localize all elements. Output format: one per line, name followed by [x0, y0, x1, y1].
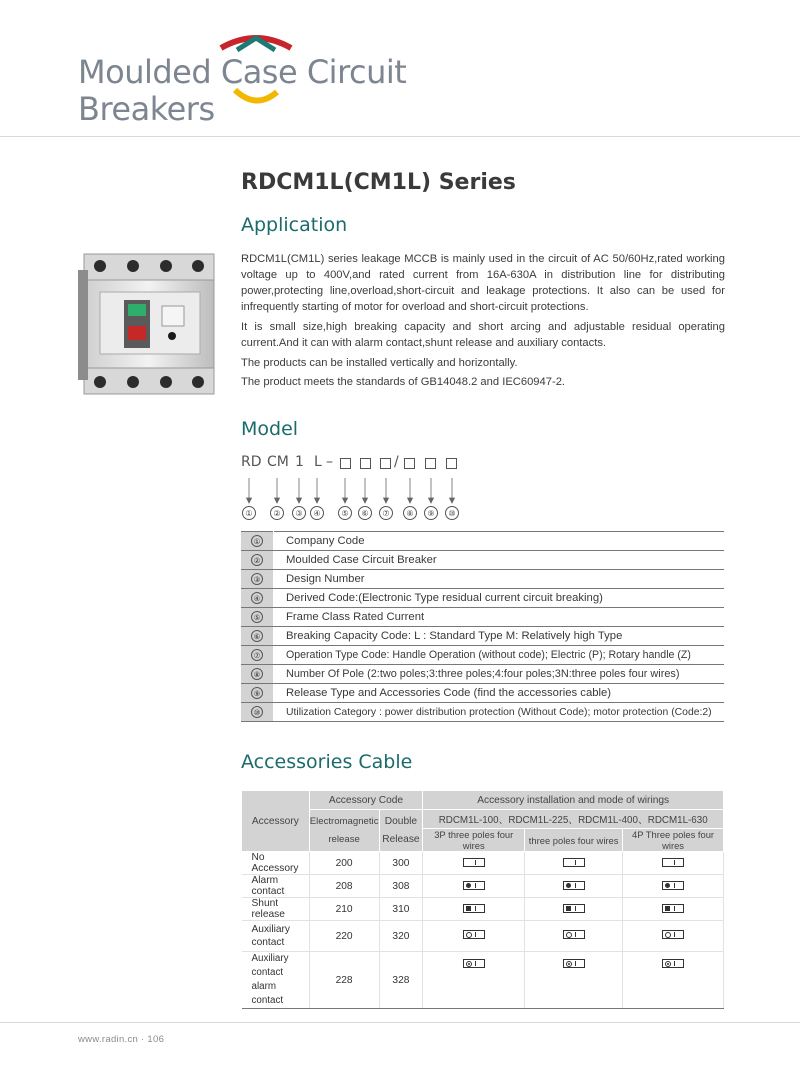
row-text: Utilization Category : power distribution protection (Without Code); motor protection (Code:2) — [274, 703, 725, 722]
row-number: ⑧ — [251, 668, 263, 680]
table-row — [242, 952, 724, 1009]
table-row — [242, 921, 724, 952]
code-box-8 — [404, 458, 415, 469]
row-text: Operation Type Code: Handle Operation (without code); Electric (P); Rotary handle (Z) — [274, 646, 725, 665]
model-code-arrows — [241, 476, 481, 506]
accessory-header: Accessory — [242, 791, 310, 852]
double-code: 328 — [379, 952, 423, 1009]
footer-text: www.radin.cn · 106 — [78, 1034, 165, 1045]
model-marker-5: ⑤ — [338, 506, 352, 520]
wiring-square-icon — [662, 904, 684, 913]
code-part-slash: / — [394, 454, 399, 470]
application-paragraph-1: RDCM1L(CM1L) series leakage MCCB is mainly used in the circuit of AC 50/60Hz,rated working voltage up to 400V,and rated current from 16A-630A in distribution line for distributing power,protecting line,overload,short-circuit and leakage protections. It also can be used for infrequently starting of motor for overload and short-circuit protections. — [241, 253, 725, 313]
row-text: Design Number — [274, 570, 725, 589]
accessory-name: Shunt release — [242, 898, 310, 921]
wiring-ring-icon — [463, 930, 485, 939]
code-box-9 — [425, 458, 436, 469]
table-row — [241, 646, 724, 665]
wiring-ring-icon — [662, 930, 684, 939]
col-3p-header: 3P three poles four wires — [423, 829, 525, 852]
wiring-dot-icon — [563, 881, 585, 890]
table-row — [242, 852, 724, 875]
row-text: Company Code — [274, 532, 725, 551]
row-number: ⑨ — [251, 687, 263, 699]
wiring-ring-dot-icon — [563, 959, 585, 968]
table-row — [241, 703, 724, 722]
double-code: 300 — [379, 852, 423, 875]
code-part-1: 1 — [295, 454, 304, 470]
em-code: 200 — [309, 852, 379, 875]
accessory-code-header: Accessory Code — [309, 791, 423, 810]
brand-arc-logo-icon — [217, 30, 295, 110]
table-row — [241, 608, 724, 627]
application-paragraph-4: The product meets the standards of GB14048.2 and IEC60947-2. — [241, 376, 566, 388]
code-box-5 — [340, 458, 351, 469]
table-row — [242, 898, 724, 921]
double-code: 310 — [379, 898, 423, 921]
application-paragraph-3: The products can be installed vertically and horizontally. — [241, 357, 518, 369]
wiring-empty-icon — [563, 858, 585, 867]
code-part-rd: RD — [241, 454, 262, 470]
wiring-square-icon — [563, 904, 585, 913]
row-number: ② — [251, 554, 263, 566]
wiring-dot-icon — [463, 881, 485, 890]
table-row — [241, 551, 724, 570]
accessory-name: Alarm contact — [242, 875, 310, 898]
application-heading: Application — [241, 214, 348, 236]
code-box-6 — [360, 458, 371, 469]
model-code — [241, 454, 501, 476]
series-title: RDCM1L(CM1L) Series — [241, 170, 516, 195]
table-row — [241, 627, 724, 646]
accessory-name: No Accessory — [242, 852, 310, 875]
model-range-header: RDCM1L-100、RDCM1L-225、RDCM1L-400、RDCM1L-630 — [423, 810, 724, 829]
model-marker-2: ② — [270, 506, 284, 520]
double-release-header: Double Release — [379, 810, 423, 852]
circuit-breaker-image — [78, 250, 220, 396]
wiring-ring-dot-icon — [662, 959, 684, 968]
model-marker-1: ① — [242, 506, 256, 520]
col-4p-header: 4P Three poles four wires — [623, 829, 724, 852]
header-divider — [0, 136, 800, 137]
model-marker-6: ⑥ — [358, 506, 372, 520]
code-part-cm: CM — [267, 454, 289, 470]
double-code: 308 — [379, 875, 423, 898]
row-number: ① — [251, 535, 263, 547]
table-row — [241, 589, 724, 608]
model-marker-4: ④ — [310, 506, 324, 520]
model-marker-8: ⑧ — [403, 506, 417, 520]
model-marker-3: ③ — [292, 506, 306, 520]
brochure-title-line1: Moulded Case Circuit — [78, 53, 407, 91]
wiring-square-icon — [463, 904, 485, 913]
electromagnetic-release-header: Electromagnetic release — [309, 810, 379, 852]
installation-header: Accessory installation and mode of wirings — [423, 791, 724, 810]
model-heading: Model — [241, 418, 299, 440]
model-marker-9: ⑨ — [424, 506, 438, 520]
code-box-10 — [446, 458, 457, 469]
wiring-empty-icon — [463, 858, 485, 867]
model-marker-7: ⑦ — [379, 506, 393, 520]
code-box-7 — [380, 458, 391, 469]
table-row — [242, 875, 724, 898]
table-row — [241, 665, 724, 684]
row-number: ⑦ — [251, 649, 263, 661]
application-paragraph-2: It is small size,high breaking capacity and short arcing and adjustable residual operating current.And it can with alarm contact,shunt release and auxiliary contacts. — [241, 321, 725, 349]
footer-divider — [0, 1022, 800, 1023]
wiring-empty-icon — [662, 858, 684, 867]
accessories-table — [241, 790, 724, 1009]
em-code: 210 — [309, 898, 379, 921]
accessory-name: Auxiliary contact alarm contact — [242, 952, 310, 1009]
row-text: Breaking Capacity Code: L : Standard Type M: Relatively high Type — [274, 627, 725, 646]
table-row — [241, 570, 724, 589]
row-number: ⑩ — [251, 706, 263, 718]
wiring-dot-icon — [662, 881, 684, 890]
table-row — [241, 532, 724, 551]
model-code-table — [241, 531, 724, 722]
row-number: ③ — [251, 573, 263, 585]
row-text: Frame Class Rated Current — [274, 608, 725, 627]
double-code: 320 — [379, 921, 423, 952]
brochure-title-line2: Breakers — [78, 90, 215, 128]
accessory-name: Auxiliary contact — [242, 921, 310, 952]
em-code: 208 — [309, 875, 379, 898]
accessories-heading: Accessories Cable — [241, 751, 413, 773]
row-text: Release Type and Accessories Code (find the accessories cable) — [274, 684, 725, 703]
table-row — [241, 684, 724, 703]
model-marker-10: ⑩ — [445, 506, 459, 520]
col-three-poles-header: three poles four wires — [525, 829, 623, 852]
row-number: ⑥ — [251, 630, 263, 642]
code-part-dash: – — [326, 454, 333, 470]
wiring-ring-dot-icon — [463, 959, 485, 968]
row-number: ④ — [251, 592, 263, 604]
row-number: ⑤ — [251, 611, 263, 623]
em-code: 228 — [309, 952, 379, 1009]
row-text: Moulded Case Circuit Breaker — [274, 551, 725, 570]
em-code: 220 — [309, 921, 379, 952]
code-part-l: L — [314, 454, 322, 470]
row-text: Derived Code:(Electronic Type residual current circuit breaking) — [274, 589, 725, 608]
wiring-ring-icon — [563, 930, 585, 939]
row-text: Number Of Pole (2:two poles;3:three poles;4:four poles;3N:three poles four wires) — [274, 665, 725, 684]
